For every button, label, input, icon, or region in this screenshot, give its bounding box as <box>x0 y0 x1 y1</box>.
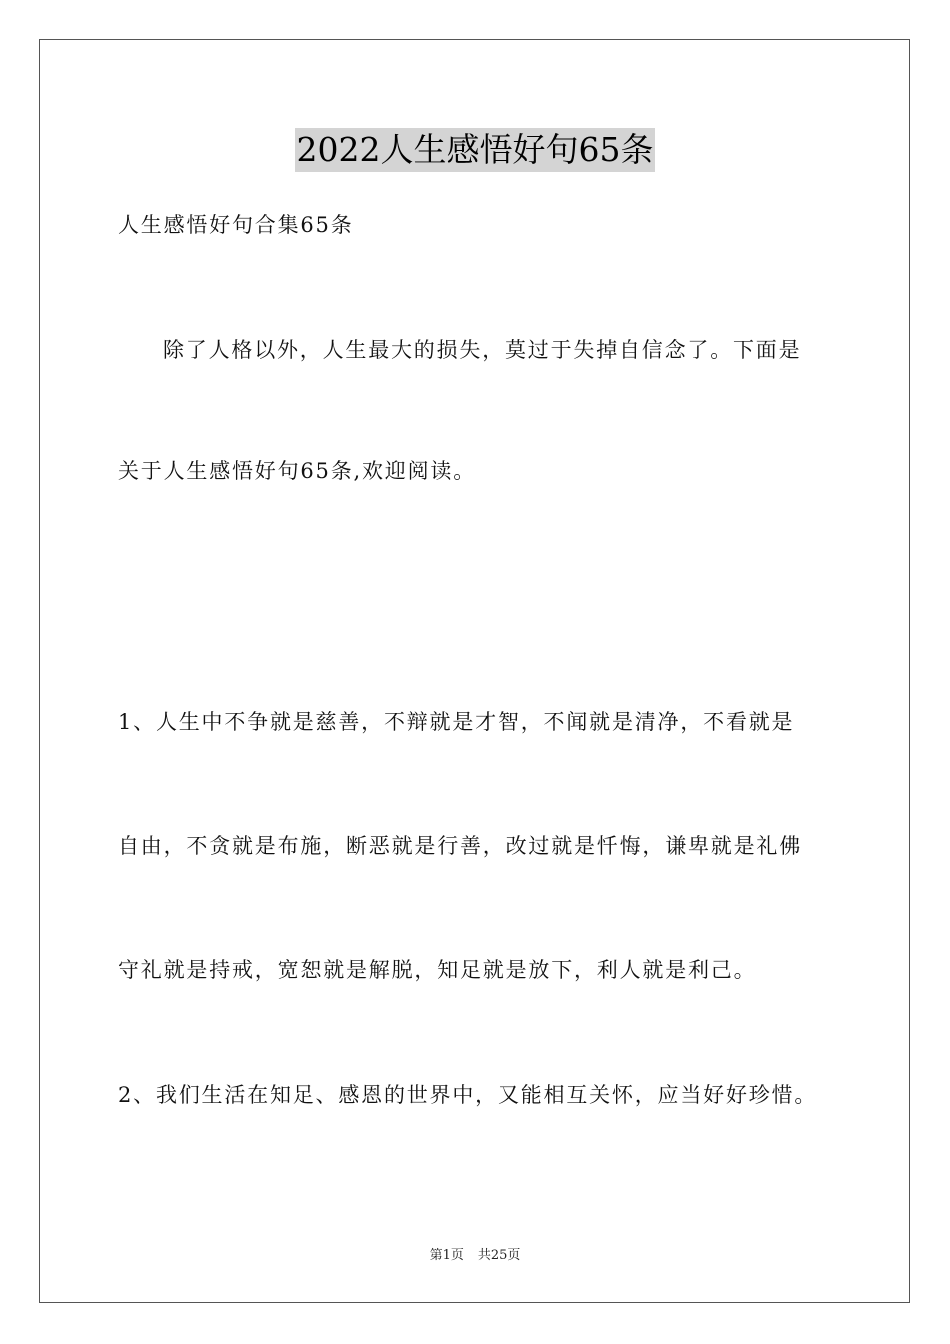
intro-line-1: 除了人格以外，人生最大的损失，莫过于失掉自信念了。下面是 <box>163 338 802 362</box>
intro-line-2: 关于人生感悟好句65条,欢迎阅读。 <box>118 459 476 483</box>
page-number: 第1页 <box>429 1248 464 1263</box>
item-2-line-1: 2、我们生活在知足、感恩的世界中，又能相互关怀，应当好好珍惜。 <box>118 1083 818 1107</box>
document-title: 2022人生感悟好句65条 <box>295 128 656 172</box>
document-subtitle: 人生感悟好句合集65条 <box>118 213 354 237</box>
page-total: 共25页 <box>477 1248 521 1263</box>
title-container <box>0 128 950 172</box>
item-1-line-3: 守礼就是持戒，宽恕就是解脱，知足就是放下，利人就是利己。 <box>118 958 757 982</box>
item-1-line-1: 1、人生中不争就是慈善，不辩就是才智，不闻就是清净，不看就是 <box>118 710 795 734</box>
page-footer <box>0 1247 950 1265</box>
item-1-line-2: 自由，不贪就是布施，断恶就是行善，改过就是忏悔，谦卑就是礼佛 <box>118 834 802 858</box>
